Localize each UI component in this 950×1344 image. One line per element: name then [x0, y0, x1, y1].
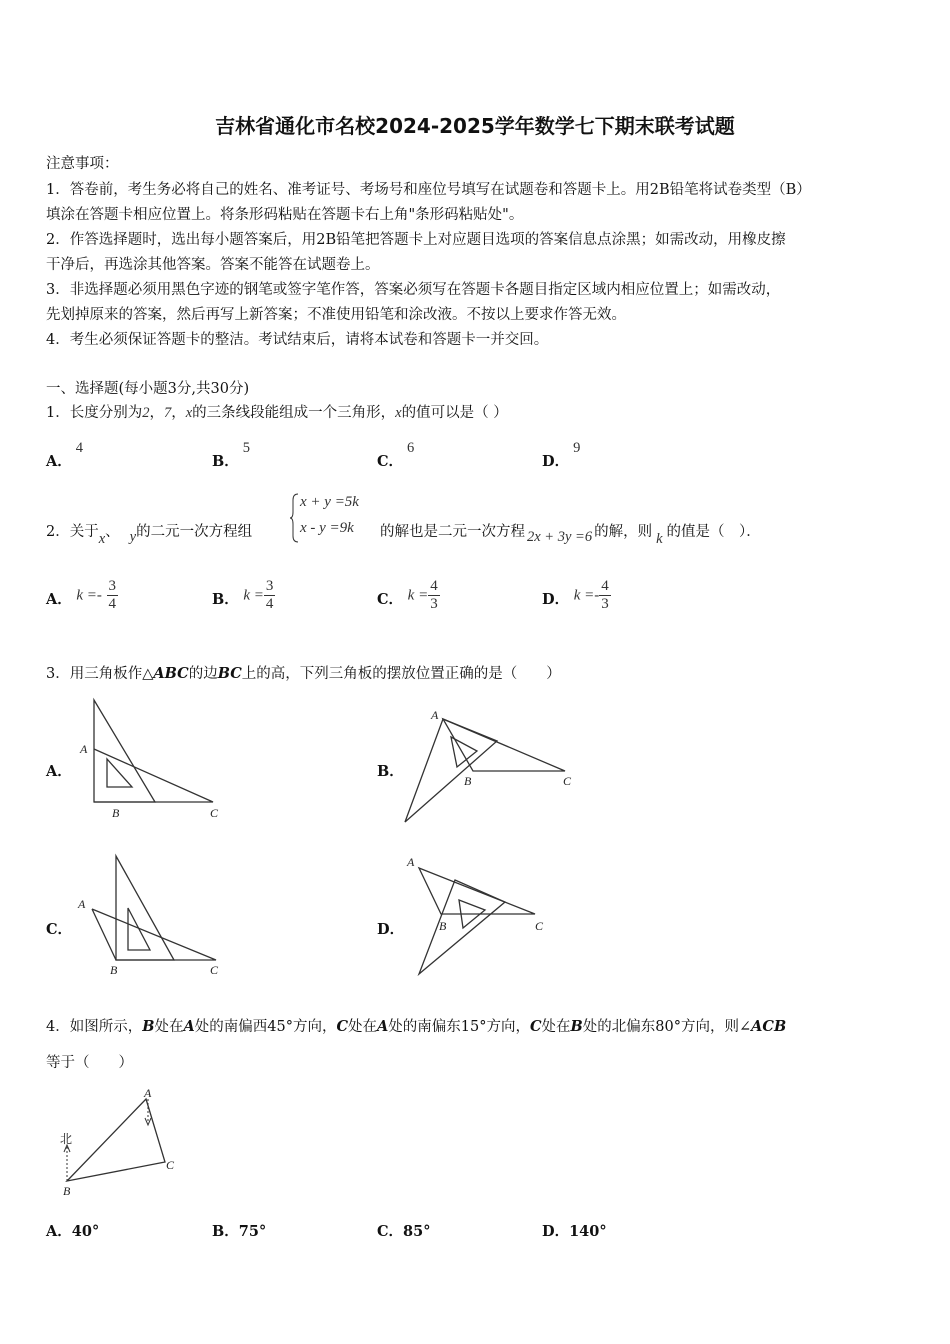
- option-label: C．: [46, 921, 73, 938]
- fraction-numerator: 3: [265, 578, 274, 594]
- q1-option-a[interactable]: [46, 436, 84, 470]
- option-label: C．: [377, 590, 404, 608]
- q4-t2: 处的南偏西45°方向，: [194, 1019, 337, 1035]
- q2-eq3: 2x + 3y =6: [527, 529, 593, 545]
- notice-line-2b: 干净后，再选涂其他答案。答案不能答在试题卷上。: [46, 257, 380, 273]
- option-label: C．: [377, 453, 404, 470]
- option-value: 6: [407, 440, 415, 456]
- equation-2: x - y =9k: [300, 520, 354, 536]
- page-title: 吉林省通化市名校2024-2025学年数学七下期末联考试题: [215, 114, 735, 138]
- q2-text-1: 2．关于: [46, 524, 99, 540]
- q3-figure-b: [395, 705, 595, 830]
- q4-t4: 处的南偏东15°方向，: [388, 1019, 530, 1035]
- q2-text-4: 的解，则: [594, 524, 653, 540]
- option-label: B．: [212, 453, 239, 470]
- q3-bc: BC: [217, 665, 242, 682]
- question-2: [46, 520, 253, 547]
- question-4: [46, 1015, 786, 1036]
- section-heading: 一、选择题(每小题3分,共30分): [46, 381, 250, 397]
- equation-1: x + y =5k: [300, 494, 359, 510]
- q3-figure-c: [70, 852, 230, 982]
- label-b: B: [63, 1184, 71, 1198]
- q3-option-c[interactable]: [46, 918, 72, 939]
- q4-a2: A: [377, 1018, 389, 1035]
- label-north: 北: [60, 1132, 73, 1146]
- label-c: C: [210, 806, 219, 820]
- q3-text-pre: 3．用三角板作△: [46, 666, 154, 682]
- q4-c: C: [336, 1018, 349, 1035]
- option-lhs: k =: [407, 587, 429, 604]
- notice-line-1b: 填涂在答题卡相应位置上。将条形码粘贴在答题卡右上角"条形码粘贴处"。: [46, 207, 524, 223]
- option-value: 140°: [569, 1223, 607, 1240]
- q4-option-a[interactable]: [46, 1220, 99, 1241]
- option-label: C．: [377, 1223, 404, 1240]
- q4-text: 4．如图所示，: [46, 1019, 143, 1035]
- question-4-line-2: 等于（ ）: [46, 1055, 133, 1071]
- option-label: D．: [377, 921, 405, 938]
- q4-figure: [50, 1085, 190, 1200]
- q1-text-2: 的三条线段能组成一个三角形，: [192, 405, 396, 421]
- option-value: 9: [573, 440, 581, 456]
- equation-system: [290, 492, 380, 544]
- option-label: D．: [542, 590, 570, 608]
- option-fraction: [428, 578, 440, 613]
- q4-option-d[interactable]: [542, 1220, 607, 1241]
- q2-text-2: 的二元一次方程组: [136, 524, 253, 540]
- notice-line-1: 1．答卷前，考生务必将自己的姓名、准考证号、考场号和座位号填写在试题卷和答题卡上。用2B铅笔将试卷类型（B）: [46, 182, 811, 198]
- q2-option-c[interactable]: [377, 578, 440, 613]
- label-c: C: [563, 774, 572, 788]
- option-fraction: [264, 578, 276, 613]
- q1-option-c[interactable]: [377, 436, 415, 470]
- q1-sep2: ，: [171, 405, 186, 421]
- q1-sep1: ，: [149, 405, 164, 421]
- q2-y: y: [129, 529, 137, 545]
- label-a: A: [78, 897, 86, 911]
- notice-line-3: 3．非选择题必须用黑色字迹的钢笔或签字笔作答，答案必须写在答题卡各题目指定区域内相应位置上；如需改动，: [46, 282, 781, 298]
- option-value: 85°: [403, 1223, 431, 1240]
- q1-option-d[interactable]: [542, 436, 581, 470]
- notice-line-4: 4．考生必须保证答题卡的整洁。考试结束后，请将本试卷和答题卡一并交回。: [46, 332, 549, 348]
- q3-figure-d: [395, 852, 565, 982]
- q4-acb: ACB: [751, 1018, 787, 1035]
- label-c: C: [210, 963, 219, 977]
- q1-option-b[interactable]: [212, 436, 251, 470]
- q3-text-mid: 的边: [188, 666, 218, 682]
- label-a: A: [80, 742, 88, 756]
- option-value: 40°: [71, 1223, 100, 1240]
- label-b: B: [464, 774, 472, 788]
- option-fraction: [599, 578, 611, 613]
- notice-heading: 注意事项：: [46, 156, 119, 172]
- question-1: [46, 401, 508, 422]
- q3-text-post: 上的高，下列三角板的摆放位置正确的是（ ）: [241, 666, 561, 682]
- label-b: B: [439, 919, 447, 933]
- notice-line-3b: 先划掉原来的答案，然后再写上新答案；不准使用铅笔和涂改液。不按以上要求作答无效。: [46, 307, 626, 323]
- q3-option-a[interactable]: [46, 760, 72, 781]
- fraction-numerator: 3: [108, 578, 117, 594]
- q4-t3: 处在: [348, 1019, 378, 1035]
- q2-text-3: 的解也是二元一次方程: [380, 524, 525, 540]
- q4-a: A: [183, 1018, 195, 1035]
- q3-figure-a: [70, 695, 230, 825]
- q4-option-c[interactable]: [377, 1220, 430, 1241]
- q2-k: k: [656, 531, 663, 547]
- option-value: 5: [242, 440, 251, 456]
- notice-line-2: 2．作答选择题时，选出每小题答案后，用2B铅笔把答题卡上对应题目选项的答案信息点涂黑；如需改动，用橡皮擦: [46, 232, 786, 248]
- option-label: B．: [212, 590, 239, 608]
- q2-x: x: [98, 531, 106, 547]
- question-2-cont: [380, 520, 761, 547]
- option-value: 75°: [238, 1223, 267, 1240]
- label-a: A: [144, 1086, 152, 1100]
- option-label: D．: [542, 453, 570, 470]
- q4-c2: C: [529, 1018, 542, 1035]
- q1-x2: x: [395, 405, 402, 421]
- q2-option-b[interactable]: [212, 578, 275, 613]
- option-label: B．: [377, 763, 404, 780]
- label-c: C: [166, 1158, 175, 1172]
- label-a: A: [407, 855, 415, 869]
- option-label: A．: [46, 763, 72, 780]
- fraction-numerator: 4: [430, 578, 438, 594]
- label-a: A: [431, 708, 439, 722]
- q4-b2: B: [570, 1018, 583, 1035]
- option-value: 4: [75, 440, 84, 456]
- question-3: [46, 662, 561, 683]
- q4-t6: 处的北偏东80°方向，则∠: [582, 1019, 752, 1035]
- q1-n2: 7: [163, 405, 172, 421]
- fraction-denominator: 3: [430, 596, 438, 612]
- q2-option-d[interactable]: [542, 578, 611, 613]
- q1-x: x: [185, 405, 193, 421]
- fraction-denominator: 4: [265, 596, 274, 612]
- label-c: C: [535, 919, 544, 933]
- option-label: A．: [46, 1223, 72, 1240]
- q2-sep: 、: [105, 524, 120, 540]
- fraction-denominator: 3: [601, 596, 609, 612]
- fraction-numerator: 4: [601, 578, 609, 594]
- option-lhs: k =: [243, 587, 264, 604]
- label-b: B: [112, 806, 120, 820]
- option-lhs: k =-: [573, 587, 600, 604]
- q2-option-a[interactable]: [46, 578, 118, 613]
- q3-abc: ABC: [153, 665, 189, 682]
- option-lhs: k =-: [76, 587, 102, 604]
- q1-text-1: 1．长度分别为: [46, 405, 143, 421]
- label-b: B: [110, 963, 118, 977]
- q4-t5: 处在: [541, 1019, 571, 1035]
- q4-option-b[interactable]: [212, 1220, 266, 1241]
- option-label: A．: [46, 590, 72, 608]
- fraction-denominator: 4: [108, 596, 117, 612]
- q4-t1: 处在: [154, 1019, 184, 1035]
- option-label: A．: [46, 453, 72, 470]
- option-label: B．: [212, 1223, 239, 1240]
- q1-n1: 2: [142, 405, 150, 421]
- q4-b: B: [142, 1018, 155, 1035]
- option-label: D．: [542, 1223, 570, 1240]
- q2-text-5: 的值是（ ）．: [666, 524, 761, 540]
- option-fraction: [107, 578, 119, 613]
- q1-text-3: 的值可以是（ ）: [401, 405, 508, 421]
